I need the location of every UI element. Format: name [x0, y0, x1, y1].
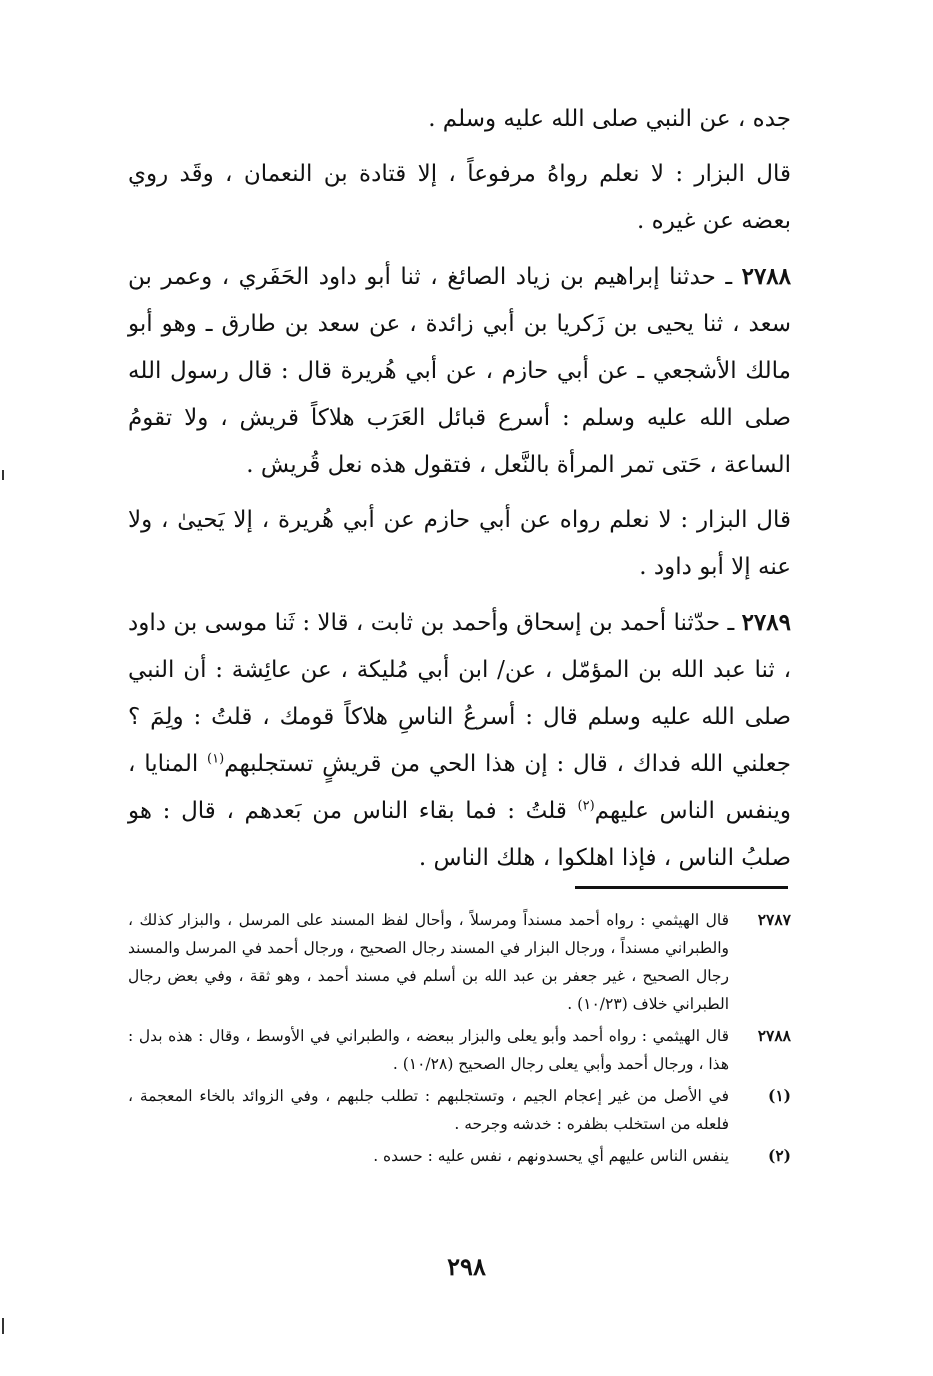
hadith-text-part3: قلتُ : فما بقاء الناس من بَعدهم ، قال : هو صلبُ الناس ، فإذا اهلكوا ، هلك الناس .	[128, 798, 791, 871]
footnote-label: (١)	[767, 1086, 791, 1105]
footnotes	[128, 906, 791, 1174]
main-text	[128, 96, 791, 882]
footnote-text: ينفس الناس عليهم أي يحسدونهم ، نفس عليه : حسده .	[373, 1147, 729, 1165]
footnote-marker-2: (٢)	[577, 798, 595, 814]
footnote-text: قال الهيثمي : رواه أحمد مسنداً ومرسلاً ، وأحال لفظ المسند على المرسل ، والبزار كذلك ، والطبراني مسنداً ، ورجال البزار في المسند رجال الصحيح ، ورجال أحمد في المرسل والمسند رجال الصحيح ، غير جعفر بن عبد الله بن أسلم في مسند أحمد ، وهو ثقة ، وفي بعض رجال الطبراني خلاف (١٠/٢٣) .	[128, 911, 729, 1013]
paragraph-bazzar-comment-2788: قال البزار : لا نعلم رواه عن أبي حازم عن أبي هُريرة ، إلا يَحيىٰ ، ولا عنه إلا أبو داود .	[128, 507, 791, 580]
footnote-divider	[575, 886, 788, 889]
hadith-2789	[128, 599, 791, 882]
footnote-item	[128, 1082, 791, 1138]
footnote-text: قال الهيثمي : رواه أحمد وأبو يعلى والبزار ببعضه ، والطبراني في الأوسط ، وقال : هذه بدل : هذا ، ورجال أحمد وأبي يعلى رجال الصحيح (١٠/٢٨) .	[128, 1027, 729, 1073]
footnote-item	[128, 1142, 791, 1170]
footnote-item	[128, 906, 791, 1018]
scan-edge-mark	[2, 470, 4, 480]
footnote-label: ٢٧٨٧	[757, 910, 791, 929]
hadith-text-part1: ـ حدّثنا أحمد بن إسحاق وأحمد بن ثابت ، قالا : ثَنا موسى بن داود ، ثنا عبد الله بن المؤمّل ، عن/ ابن أبي مُليكة ، عن عائِشة : أن النبي صلى الله عليه وسلم قال : أسرعُ الناسِ هلاكاً قومك ، قلتُ : ولِمَ ؟ جعلني الله فداك ، قال : إن هذا الحي من قريشٍ تستجلبهم	[128, 610, 791, 777]
hadith-2788	[128, 253, 791, 489]
hadith-text: ـ حدثنا إبراهيم بن زياد الصائغ ، ثنا أبو داود الحَفَري ، وعمر بن سعد ، ثنا يحيى بن زَكريا بن أبي زائدة ، عن سعد بن طارق ـ وهو أبو مالك الأشجعي ـ عن أبي حازم ، عن أبي هُريرة قال : قال رسول الله صلى الله عليه وسلم : أسرع قبائل العَرَب هلاكاً قريش ، ولا تقومُ الساعة ، حَتى تمر المرأة بالنَّعل ، فتقول هذه نعل قُريش .	[128, 264, 791, 478]
hadith-text-part2: المنايا ، وينفس الناس عليهم	[128, 751, 791, 824]
hadith-number: ٢٧٨٨	[741, 263, 792, 290]
footnote-marker-1: (١)	[207, 751, 225, 767]
hadith-number: ٢٧٨٩	[741, 609, 791, 636]
scan-edge-mark	[2, 1318, 4, 1334]
page-number: ٢٩٨	[447, 1252, 486, 1281]
footnote-label: (٢)	[767, 1146, 791, 1165]
paragraph-continuation: جده ، عن النبي صلى الله عليه وسلم .	[428, 106, 791, 132]
paragraph-bazzar-comment-2787: قال البزار : لا نعلم رواهُ مرفوعاً ، إلا قتادة بن النعمان ، وقَد روي بعضه عن غيره .	[128, 161, 791, 234]
footnote-label: ٢٧٨٨	[757, 1026, 791, 1045]
footnote-item	[128, 1022, 791, 1078]
footnote-text: في الأصل من غير إعجام الجيم ، وتستجلبهم : تطلب جلبهم ، وفي الزوائد بالخاء المعجمة ، فلعله من استخلب بظفره : خدشه وجرحه .	[128, 1087, 729, 1133]
